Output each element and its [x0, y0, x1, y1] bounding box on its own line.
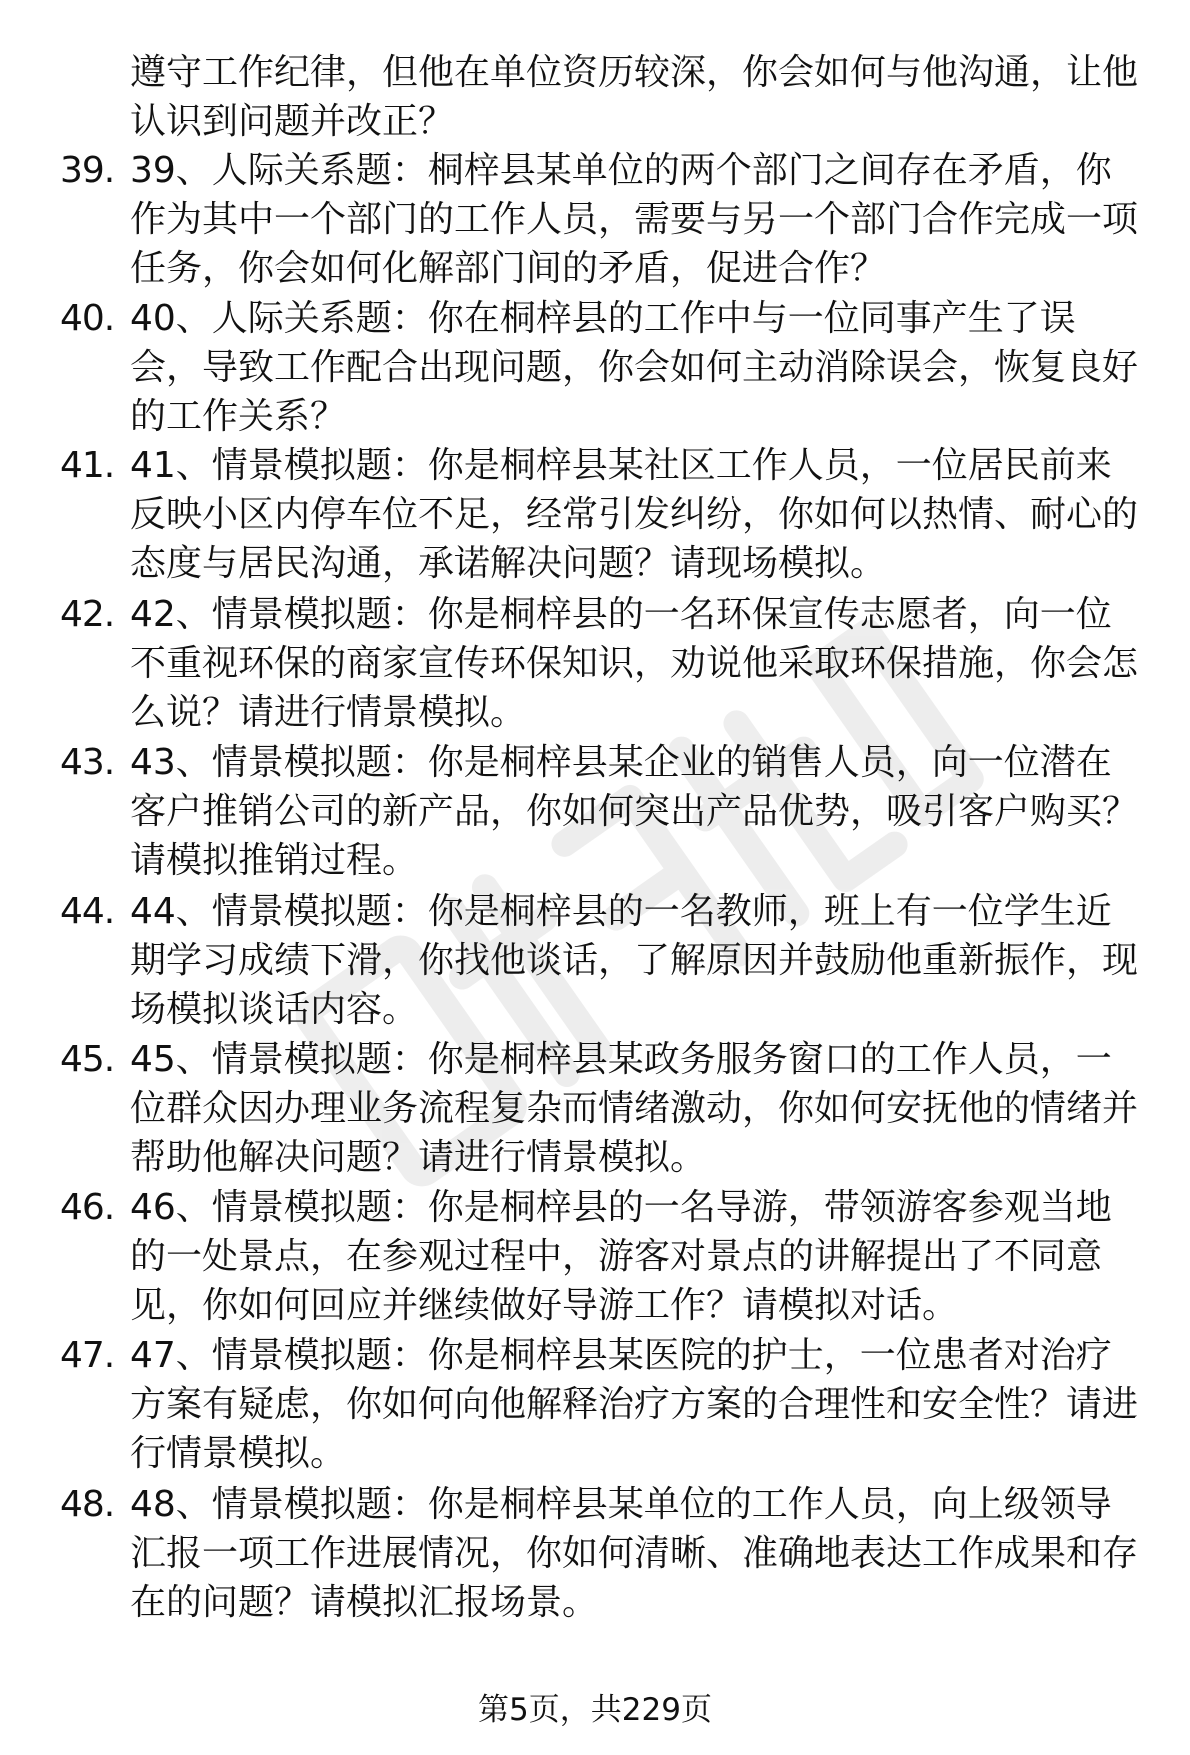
question-text: 44、情景模拟题：你是桐梓县的一名教师，班上有一位学生近期学习成绩下滑，你找他谈话，了解原因并鼓励他重新振作，现场模拟谈话内容。	[130, 891, 1139, 1030]
question-number: 42.	[60, 594, 115, 635]
question-text: 45、情景模拟题：你是桐梓县某政务服务窗口的工作人员，一位群众因办理业务流程复杂而情绪激动，你如何安抚他的情绪并帮助他解决问题？请进行情景模拟。	[130, 1039, 1139, 1178]
question-text: 42、情景模拟题：你是桐梓县的一名环保宣传志愿者，向一位不重视环保的商家宣传环保知识，劝说他采取环保措施，你会怎么说？请进行情景模拟。	[130, 594, 1139, 733]
question-number: 45.	[60, 1039, 115, 1080]
page-footer: 第5页，共229页	[478, 1692, 712, 1728]
question-number: 40.	[60, 298, 115, 339]
question-text: 48、情景模拟题：你是桐梓县某单位的工作人员，向上级领导汇报一项工作进展情况，你如何清晰、准确地表达工作成果和存在的问题？请模拟汇报场景。	[130, 1484, 1139, 1623]
question-number: 44.	[60, 891, 115, 932]
question-text: 39、人际关系题：桐梓县某单位的两个部门之间存在矛盾，你作为其中一个部门的工作人员，需要与另一个部门合作完成一项任务，你会如何化解部门间的矛盾，促进合作？	[130, 150, 1139, 289]
question-text: 40、人际关系题：你在桐梓县的工作中与一位同事产生了误会，导致工作配合出现问题，你会如何主动消除误会，恢复良好的工作关系？	[130, 298, 1139, 437]
question-text: 46、情景模拟题：你是桐梓县的一名导游，带领游客参观当地的一处景点，在参观过程中，游客对景点的讲解提出了不同意见，你如何回应并继续做好导游工作？请模拟对话。	[130, 1187, 1112, 1326]
question-number: 39.	[60, 150, 115, 191]
question-text: 47、情景模拟题：你是桐梓县某医院的护士，一位患者对治疗方案有疑虑，你如何向他解释治疗方案的合理性和安全性？请进行情景模拟。	[130, 1335, 1139, 1474]
question-number: 41.	[60, 445, 115, 486]
question-number: 47.	[60, 1335, 115, 1376]
question-number: 48.	[60, 1484, 115, 1525]
continuation-text: 遵守工作纪律，但他在单位资历较深，你会如何与他沟通，让他认识到问题并改正？	[130, 52, 1139, 142]
question-text: 43、情景模拟题：你是桐梓县某企业的销售人员，向一位潜在客户推销公司的新产品，你如何突出产品优势，吸引客户购买？请模拟推销过程。	[130, 742, 1139, 881]
question-number: 43.	[60, 742, 115, 783]
question-text: 41、情景模拟题：你是桐梓县某社区工作人员，一位居民前来反映小区内停车位不足，经常引发纠纷，你如何以热情、耐心的态度与居民沟通，承诺解决问题？请现场模拟。	[130, 445, 1139, 584]
question-number: 46.	[60, 1187, 115, 1228]
